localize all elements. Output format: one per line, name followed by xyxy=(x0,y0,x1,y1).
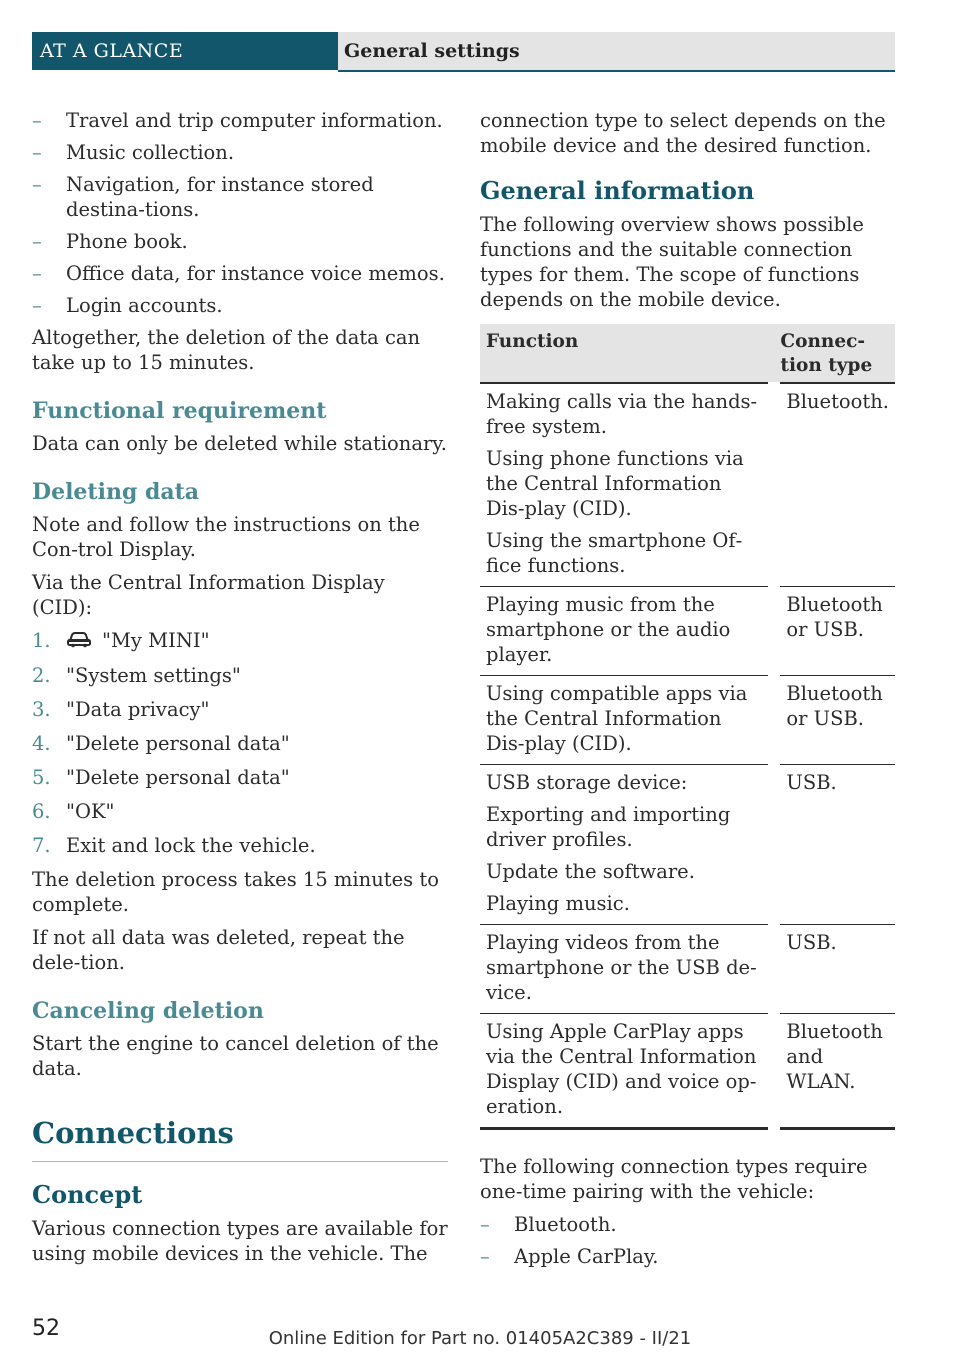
deletion-time-text: Altogether, the deletion of the data can take up to 15 minutes. xyxy=(32,326,421,374)
concept-text: Various connection types are available for using mobile devices in the vehicle. The xyxy=(32,1217,448,1265)
connection-type-cell: USB. xyxy=(774,925,895,1014)
connection-type-cell: Bluetooth. xyxy=(774,383,895,587)
continuation-text: connection type to select depends on the mobile device and the desired function. xyxy=(480,109,886,157)
table-row xyxy=(480,587,895,676)
list-item: – Bluetooth. xyxy=(480,1213,617,1236)
section-rule xyxy=(32,1161,448,1162)
deletion-steps xyxy=(32,628,448,858)
step-item: 4. "Delete personal data" xyxy=(32,732,290,755)
concept-heading: Concept xyxy=(32,1180,143,1209)
data-list xyxy=(32,108,448,318)
connection-type-cell: USB. xyxy=(774,765,895,925)
connection-table xyxy=(480,324,895,1130)
section-tab: AT A GLANCE xyxy=(32,32,338,70)
left-column xyxy=(32,108,448,1274)
car-icon xyxy=(66,629,92,654)
canceling-heading: Canceling deletion xyxy=(32,998,264,1024)
general-information-text: The following overview shows possible functions and the suitable connection types for them. The scope of functions depends on the mobile device. xyxy=(480,213,864,311)
right-column xyxy=(480,108,895,1276)
table-row xyxy=(480,765,895,925)
edition-footer: Online Edition for Part no. 01405A2C389 - II/21 xyxy=(268,1328,692,1349)
table-row xyxy=(480,925,895,1014)
table-row xyxy=(480,383,895,587)
page-number: 52 xyxy=(32,1316,60,1341)
column-header-connection-type: Connec‐tion type xyxy=(774,324,895,383)
header-rule xyxy=(338,70,895,72)
deleting-note: Note and follow the instructions on the Con‐trol Display. xyxy=(32,513,420,561)
general-information-heading: General information xyxy=(480,176,755,205)
list-item: – Login accounts. xyxy=(32,294,223,317)
step-item: 5. "Delete personal data" xyxy=(32,766,290,789)
chapter-title: General settings xyxy=(338,32,895,70)
step-item: 1. "My MINI" xyxy=(32,629,210,652)
list-item: – Phone book. xyxy=(32,230,188,253)
function-cell: Making calls via the hands‐free system. Using phone functions via the Central Information Dis‐play (CID). Using the smartphone Of‐fice functions. xyxy=(480,383,774,587)
function-cell: Playing videos from the smartphone or the USB de‐vice. xyxy=(480,925,774,1014)
process-time-text: The deletion process takes 15 minutes to complete. xyxy=(32,868,439,916)
table-header-row xyxy=(480,324,895,383)
connection-type-cell: Bluetooth and WLAN. xyxy=(774,1014,895,1129)
table-row xyxy=(480,1014,895,1129)
function-cell: Using compatible apps via the Central Information Dis‐play (CID). xyxy=(480,676,774,765)
repeat-text: If not all data was deleted, repeat the dele‐tion. xyxy=(32,926,405,974)
list-item: – Music collection. xyxy=(32,141,235,164)
function-cell: USB storage device: Exporting and importing driver profiles. Update the software. Playing music. xyxy=(480,765,774,925)
function-cell: Playing music from the smartphone or the audio player. xyxy=(480,587,774,676)
canceling-text: Start the engine to cancel deletion of the data. xyxy=(32,1032,439,1080)
list-item: – Navigation, for instance stored destina‐tions. xyxy=(32,173,374,221)
functional-requirement-text: Data can only be deleted while stationary. xyxy=(32,432,447,455)
connections-heading: Connections xyxy=(32,1116,234,1150)
list-item: – Travel and trip computer information. xyxy=(32,109,443,132)
connection-type-cell: Bluetooth or USB. xyxy=(774,676,895,765)
deleting-data-heading: Deleting data xyxy=(32,479,200,505)
step-item: 7. Exit and lock the vehicle. xyxy=(32,834,316,857)
column-header-function: Function xyxy=(480,324,774,383)
page-header xyxy=(32,32,895,70)
list-item: – Apple CarPlay. xyxy=(480,1245,659,1268)
pairing-list xyxy=(480,1212,895,1269)
connection-type-cell: Bluetooth or USB. xyxy=(774,587,895,676)
step-item: 2. "System settings" xyxy=(32,664,241,687)
pairing-text: The following connection types require one-time pairing with the vehicle: xyxy=(480,1155,868,1203)
step-item: 3. "Data privacy" xyxy=(32,698,210,721)
functional-requirement-heading: Functional requirement xyxy=(32,398,327,424)
deleting-via: Via the Central Information Display (CID): xyxy=(32,571,385,619)
list-item: – Office data, for instance voice memos. xyxy=(32,262,445,285)
table-row xyxy=(480,676,895,765)
function-cell: Using Apple CarPlay apps via the Central Information Display (CID) and voice op‐eration. xyxy=(480,1014,774,1129)
step-item: 6. "OK" xyxy=(32,800,115,823)
